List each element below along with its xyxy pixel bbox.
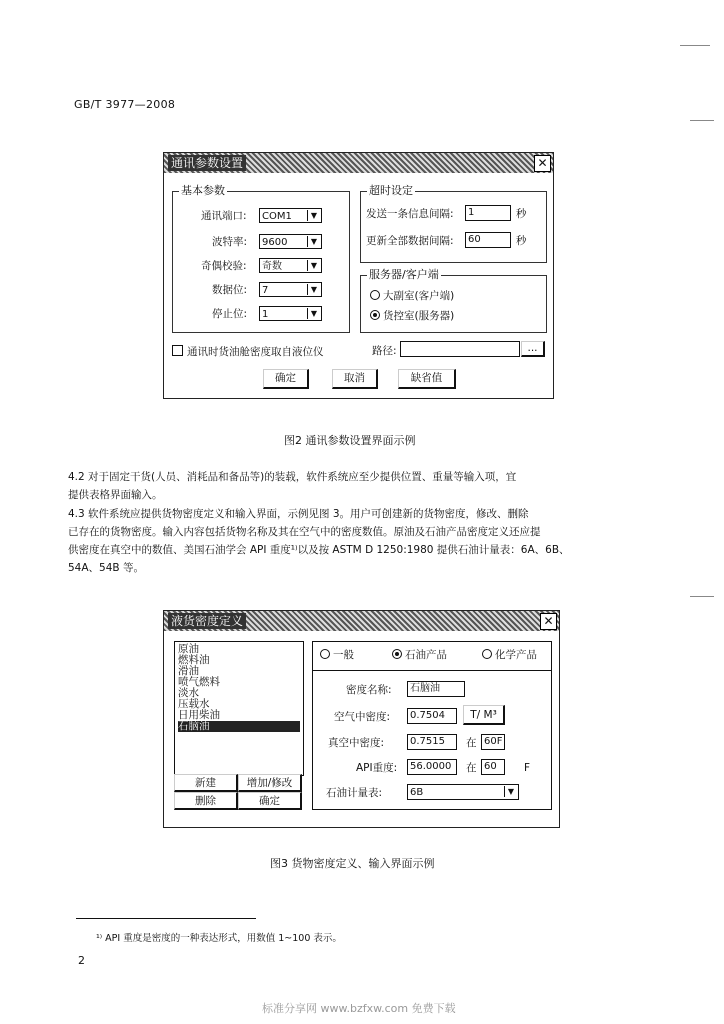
petroleum-table-label: 石油计量表: [326, 787, 383, 799]
text-line: 4.2 对于固定干货(人员、消耗品和备品等)的装载，软件系统应至少提供位置、重量等输入项，宜 [68, 471, 517, 483]
close-icon[interactable]: ✕ [534, 155, 551, 172]
stopbits-select[interactable]: 1 ▼ [259, 306, 322, 321]
footnote: ¹⁾ API 重度是密度的一种表达形式，用数值 1~100 表示。 [96, 933, 342, 944]
dialog-title: 通讯参数设置 [168, 155, 246, 171]
radio-icon[interactable] [482, 649, 492, 659]
close-icon[interactable]: ✕ [540, 613, 557, 630]
standard-number: GB/T 3977—2008 [74, 98, 176, 111]
api-temp-unit: F [524, 762, 531, 774]
server-client-group [360, 268, 547, 333]
delete-button[interactable]: 删除 [174, 792, 238, 810]
density-name-label: 密度名称: [346, 684, 392, 696]
cargo-density-dialog [163, 610, 560, 828]
client-radio[interactable]: 大副室(客户端) [370, 290, 454, 303]
text-line: 4.3 软件系统应提供货物密度定义和输入界面，示例见图 3。用户可创建新的货物密度，修改、删除 [68, 508, 529, 520]
type-petroleum-radio[interactable]: 石油产品 [392, 649, 447, 662]
watermark: 标准分享网 www.bzfxw.com 免费下载 [262, 1002, 456, 1015]
page-number: 2 [78, 954, 85, 967]
default-button[interactable]: 缺省值 [398, 369, 456, 389]
chevron-down-icon[interactable]: ▼ [307, 260, 320, 271]
databits-select[interactable]: 7 ▼ [259, 282, 322, 297]
list-item[interactable]: 燃料油 [178, 654, 210, 666]
radio-selected-icon[interactable] [370, 310, 380, 320]
radio-icon[interactable] [370, 290, 380, 300]
api-at-label: 在 [466, 762, 477, 774]
api-gravity-input[interactable]: 56.0000 [407, 759, 457, 775]
paragraph-4-3 [68, 505, 658, 577]
type-chemical-radio[interactable]: 化学产品 [482, 649, 537, 662]
cancel-button[interactable]: 取消 [332, 369, 378, 389]
vacuum-density-input[interactable]: 0.7515 [407, 734, 457, 750]
text-line: 供密度在真空中的数值、美国石油学会 API 重度¹⁾以及按 ASTM D 1250:1980 提供石油计量表：6A、6B、 [68, 544, 570, 556]
parity-label: 奇偶校验: [201, 260, 247, 272]
vacuum-temp-input[interactable]: 60F [481, 734, 505, 750]
radio-selected-icon[interactable] [392, 649, 402, 659]
send-interval-input[interactable]: 1 [465, 205, 511, 221]
cargo-list[interactable] [174, 641, 304, 776]
send-unit: 秒 [516, 208, 527, 220]
vacuum-density-label: 真空中密度: [328, 737, 385, 749]
scan-mark [690, 596, 714, 597]
vacuum-at-label: 在 [466, 737, 477, 749]
title-bar [164, 611, 559, 631]
air-density-input[interactable]: 0.7504 [407, 708, 457, 724]
group-label: 服务器/客户端 [369, 268, 439, 281]
baud-label: 波特率: [212, 236, 248, 248]
chevron-down-icon[interactable]: ▼ [307, 210, 320, 221]
port-label: 通讯端口: [201, 210, 247, 222]
add-modify-button[interactable]: 增加/修改 [238, 774, 302, 792]
density-name-input[interactable]: 石脑油 [407, 681, 465, 697]
update-interval-input[interactable]: 60 [465, 232, 511, 248]
server-radio[interactable]: 货控室(服务器) [370, 310, 454, 323]
chevron-down-icon[interactable]: ▼ [307, 308, 320, 319]
list-item[interactable]: 原油 [178, 643, 199, 655]
figure3-caption: 图3 货物密度定义、输入界面示例 [270, 857, 435, 870]
confirm-button[interactable]: 确定 [238, 792, 302, 810]
ok-button[interactable]: 确定 [263, 369, 309, 389]
paragraph-4-2 [68, 468, 658, 504]
dialog-title: 液货密度定义 [168, 613, 246, 629]
figure2-caption: 图2 通讯参数设置界面示例 [284, 434, 416, 447]
databits-label: 数据位: [212, 284, 248, 296]
title-bar [164, 153, 553, 173]
list-item[interactable]: 压载水 [178, 698, 210, 710]
scan-mark [680, 45, 710, 46]
port-select[interactable]: COM1 ▼ [259, 208, 322, 223]
petroleum-table-select[interactable]: 6B ▼ [407, 784, 519, 800]
group-label: 超时设定 [369, 184, 413, 197]
chevron-down-icon[interactable]: ▼ [504, 786, 517, 797]
list-item[interactable]: 日用柴油 [178, 709, 220, 721]
air-density-unit[interactable]: T/ M³ [463, 705, 505, 725]
list-item[interactable]: 滑油 [178, 665, 199, 677]
chevron-down-icon[interactable]: ▼ [307, 284, 320, 295]
parity-select[interactable]: 奇数 ▼ [259, 258, 322, 273]
type-general-radio[interactable]: 一般 [320, 649, 354, 662]
update-unit: 秒 [516, 235, 527, 247]
browse-button[interactable]: ... [521, 341, 545, 357]
text-line: 已存在的货物密度。输入内容包括货物名称及其在空气中的密度数值。原油及石油产品密度定义还应提 [68, 526, 541, 538]
scan-mark [690, 120, 714, 121]
radio-icon[interactable] [320, 649, 330, 659]
send-interval-label: 发送一条信息间隔: [366, 208, 454, 220]
path-label: 路径: [372, 345, 397, 357]
stopbits-label: 停止位: [212, 308, 248, 320]
api-temp-input[interactable]: 60 [481, 759, 505, 775]
list-item[interactable]: 石脑油 [178, 721, 300, 732]
checkbox-icon[interactable] [172, 345, 183, 356]
update-interval-label: 更新全部数据间隔: [366, 235, 454, 247]
api-gravity-label: API重度: [356, 762, 398, 774]
chevron-down-icon[interactable]: ▼ [307, 236, 320, 247]
path-input[interactable] [400, 341, 520, 357]
list-item[interactable]: 喷气燃料 [178, 676, 220, 688]
group-label: 基本参数 [181, 184, 225, 197]
new-button[interactable]: 新建 [174, 774, 238, 792]
list-item[interactable]: 淡水 [178, 687, 199, 699]
timeout-group [360, 184, 547, 263]
text-line: 54A、54B 等。 [68, 562, 144, 574]
density-source-checkbox[interactable]: 通讯时货油舱密度取自液位仪 [172, 345, 324, 359]
baud-select[interactable]: 9600 ▼ [259, 234, 322, 249]
text-line: 提供表格界面输入。 [68, 489, 163, 501]
comm-settings-dialog [163, 152, 554, 399]
footnote-rule [76, 918, 256, 919]
air-density-label: 空气中密度: [334, 711, 391, 723]
